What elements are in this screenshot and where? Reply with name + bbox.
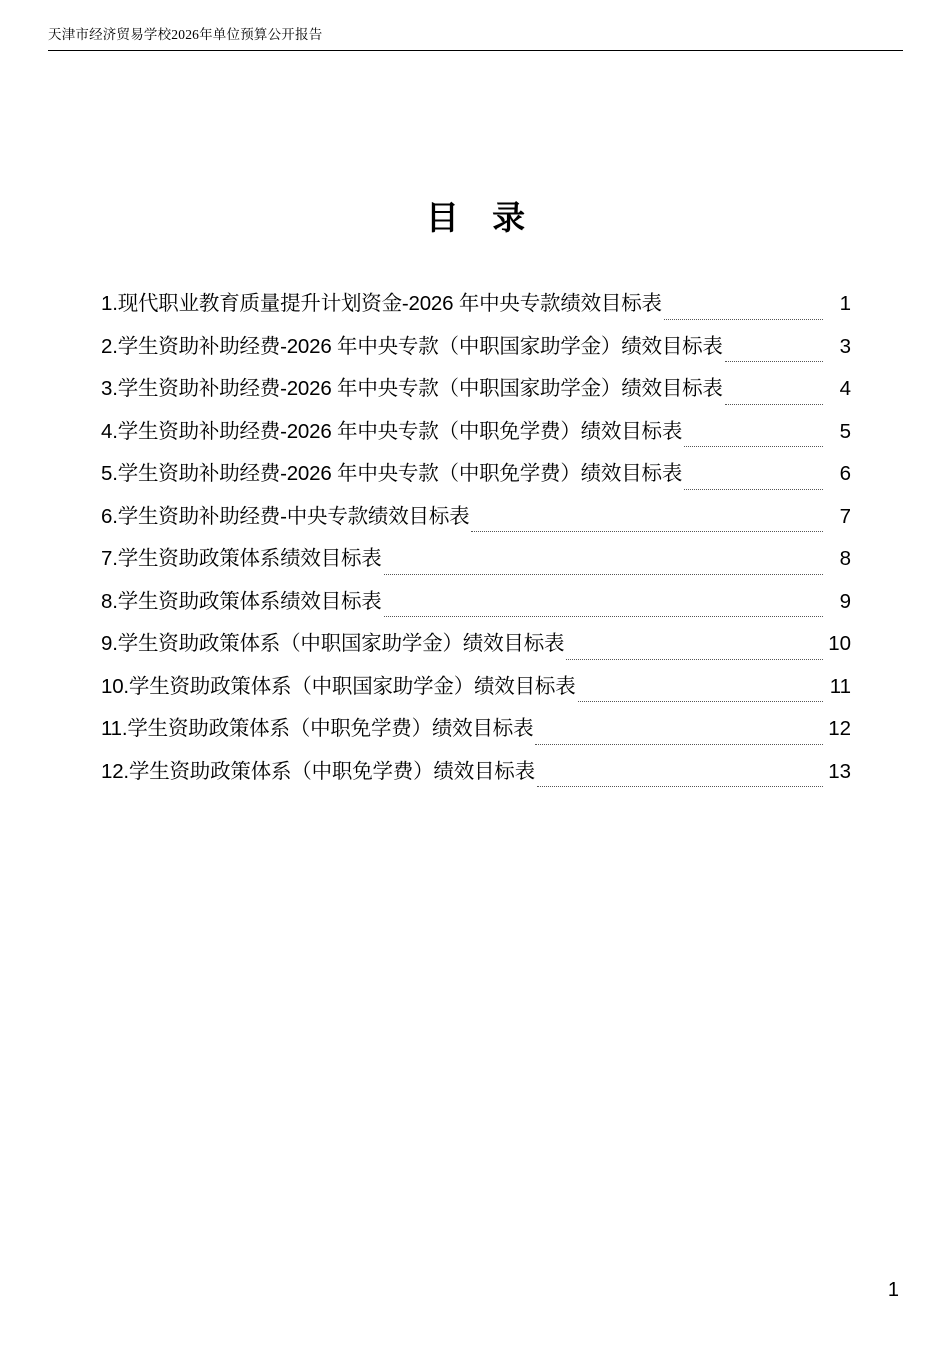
toc-entry-label: 10.学生资助政策体系（中职国家助学金）绩效目标表 xyxy=(101,674,576,698)
toc-entry-page: 1 xyxy=(839,292,851,315)
toc-entry-page: 6 xyxy=(839,462,851,485)
toc-entry-label: 11.学生资助政策体系（中职免学费）绩效目标表 xyxy=(101,717,534,740)
toc-leader-dots xyxy=(725,360,823,362)
footer-page-number: 1 xyxy=(887,1279,899,1301)
toc-leader-dots xyxy=(535,743,823,745)
toc-entry-label: 6.学生资助补助经费-中央专款绩效目标表 xyxy=(101,504,470,528)
toc-entry[interactable] xyxy=(101,496,851,539)
toc-entry-page: 7 xyxy=(839,504,851,528)
toc-entry-label: 2.学生资助补助经费-2026 年中央专款（中职国家助学金）绩效目标表 xyxy=(101,334,723,358)
toc-entry-page: 12 xyxy=(828,717,851,740)
toc-entry-page: 4 xyxy=(839,377,851,400)
toc-entry-label: 8.学生资助政策体系绩效目标表 xyxy=(101,589,382,613)
toc-leader-dots xyxy=(725,403,823,405)
toc-entry[interactable] xyxy=(101,666,851,709)
toc-leader-dots xyxy=(578,700,824,702)
toc-entry[interactable] xyxy=(101,581,851,624)
toc-entry-label: 3.学生资助补助经费-2026 年中央专款（中职国家助学金）绩效目标表 xyxy=(101,377,723,400)
toc-entry-page: 3 xyxy=(839,334,851,358)
toc-leader-dots xyxy=(471,530,823,532)
toc-entry-page: 10 xyxy=(828,632,851,655)
toc-leader-dots xyxy=(384,573,823,575)
table-of-contents xyxy=(101,283,851,793)
toc-leader-dots xyxy=(684,445,823,447)
page-header: 天津市经济贸易学校2026年单位预算公开报告 xyxy=(48,27,323,42)
toc-entry-label: 1.现代职业教育质量提升计划资金-2026 年中央专款绩效目标表 xyxy=(101,292,662,315)
toc-entry-label: 7.学生资助政策体系绩效目标表 xyxy=(101,547,382,570)
toc-entry-page: 5 xyxy=(839,419,851,443)
page-title: 目 录 xyxy=(425,199,538,236)
toc-leader-dots xyxy=(664,318,823,320)
toc-entry[interactable] xyxy=(101,283,851,326)
toc-entry-label: 4.学生资助补助经费-2026 年中央专款（中职免学费）绩效目标表 xyxy=(101,419,683,443)
toc-entry[interactable] xyxy=(101,623,851,666)
toc-entry-page: 8 xyxy=(839,547,851,570)
toc-entry[interactable] xyxy=(101,453,851,496)
toc-entry-page: 9 xyxy=(839,589,851,613)
toc-entry[interactable] xyxy=(101,708,851,751)
toc-entry[interactable] xyxy=(101,538,851,581)
toc-entry-label: 12.学生资助政策体系（中职免学费）绩效目标表 xyxy=(101,759,535,783)
header-divider xyxy=(48,50,903,51)
toc-leader-dots xyxy=(684,488,823,490)
toc-entry-page: 11 xyxy=(829,674,851,698)
toc-leader-dots xyxy=(537,785,823,787)
toc-entry[interactable] xyxy=(101,411,851,454)
toc-entry-label: 9.学生资助政策体系（中职国家助学金）绩效目标表 xyxy=(101,632,565,655)
toc-entry-label: 5.学生资助补助经费-2026 年中央专款（中职免学费）绩效目标表 xyxy=(101,462,683,485)
toc-entry-page: 13 xyxy=(828,759,851,783)
toc-leader-dots xyxy=(566,658,823,660)
toc-leader-dots xyxy=(384,615,823,617)
toc-entry[interactable] xyxy=(101,751,851,794)
toc-entry[interactable] xyxy=(101,368,851,411)
toc-entry[interactable] xyxy=(101,326,851,369)
